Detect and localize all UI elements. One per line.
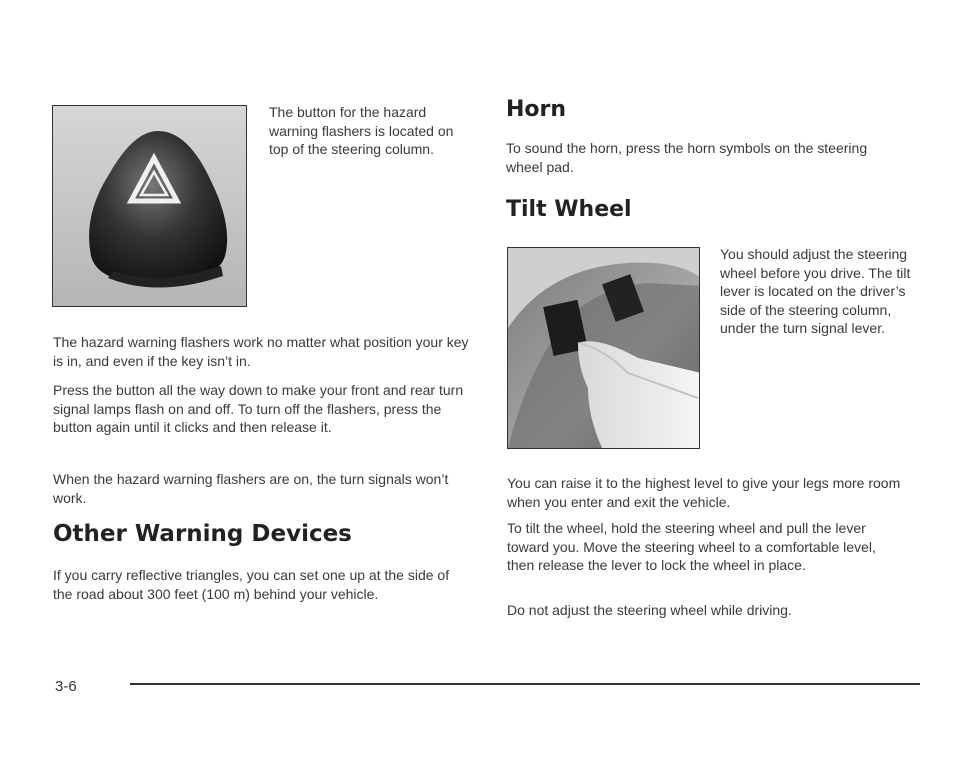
- footer-divider: [130, 683, 920, 685]
- tilt-lever-photo: [507, 247, 700, 449]
- other-warning-devices-heading: Other Warning Devices: [53, 521, 352, 547]
- hazard-button-illustration: [53, 106, 247, 307]
- hazard-paragraph-2: Press the button all the way down to make your front and rear turn signal lamps flash on and off. To turn off the flashers, press the button again until it clicks and then release it.: [53, 382, 464, 435]
- tilt-paragraph-3: Do not adjust the steering wheel while driving.: [507, 602, 792, 618]
- tilt-caption: You should adjust the steering wheel before you drive. The tilt lever is located on the driver’s side of the steering column, under the turn signal lever.: [720, 246, 911, 336]
- horn-paragraph: To sound the horn, press the horn symbols on the steering wheel pad.: [506, 140, 868, 175]
- hazard-caption: The button for the hazard warning flashers is located on top of the steering column.: [269, 104, 454, 157]
- other-warning-devices-paragraph: If you carry reflective triangles, you can set one up at the side of the road about 300 feet (100 m) behind your vehicle.: [53, 567, 450, 602]
- hazard-button-photo: [52, 105, 247, 307]
- page-number: 3-6: [55, 678, 77, 695]
- horn-heading: Horn: [506, 97, 567, 122]
- tilt-lever-illustration: [508, 248, 700, 449]
- hazard-paragraph-1: The hazard warning flashers work no matter what position your key is in, and even if the key isn’t in.: [53, 334, 469, 369]
- tilt-paragraph-2: To tilt the wheel, hold the steering wheel and pull the lever toward you. Move the steering wheel to a comfortable level, then release the lever to lock the wheel in place.: [507, 520, 876, 573]
- tilt-wheel-heading: Tilt Wheel: [506, 197, 632, 222]
- hazard-paragraph-3: When the hazard warning flashers are on, the turn signals won’t work.: [53, 471, 449, 506]
- tilt-paragraph-1: You can raise it to the highest level to give your legs more room when you enter and exit the vehicle.: [507, 475, 901, 510]
